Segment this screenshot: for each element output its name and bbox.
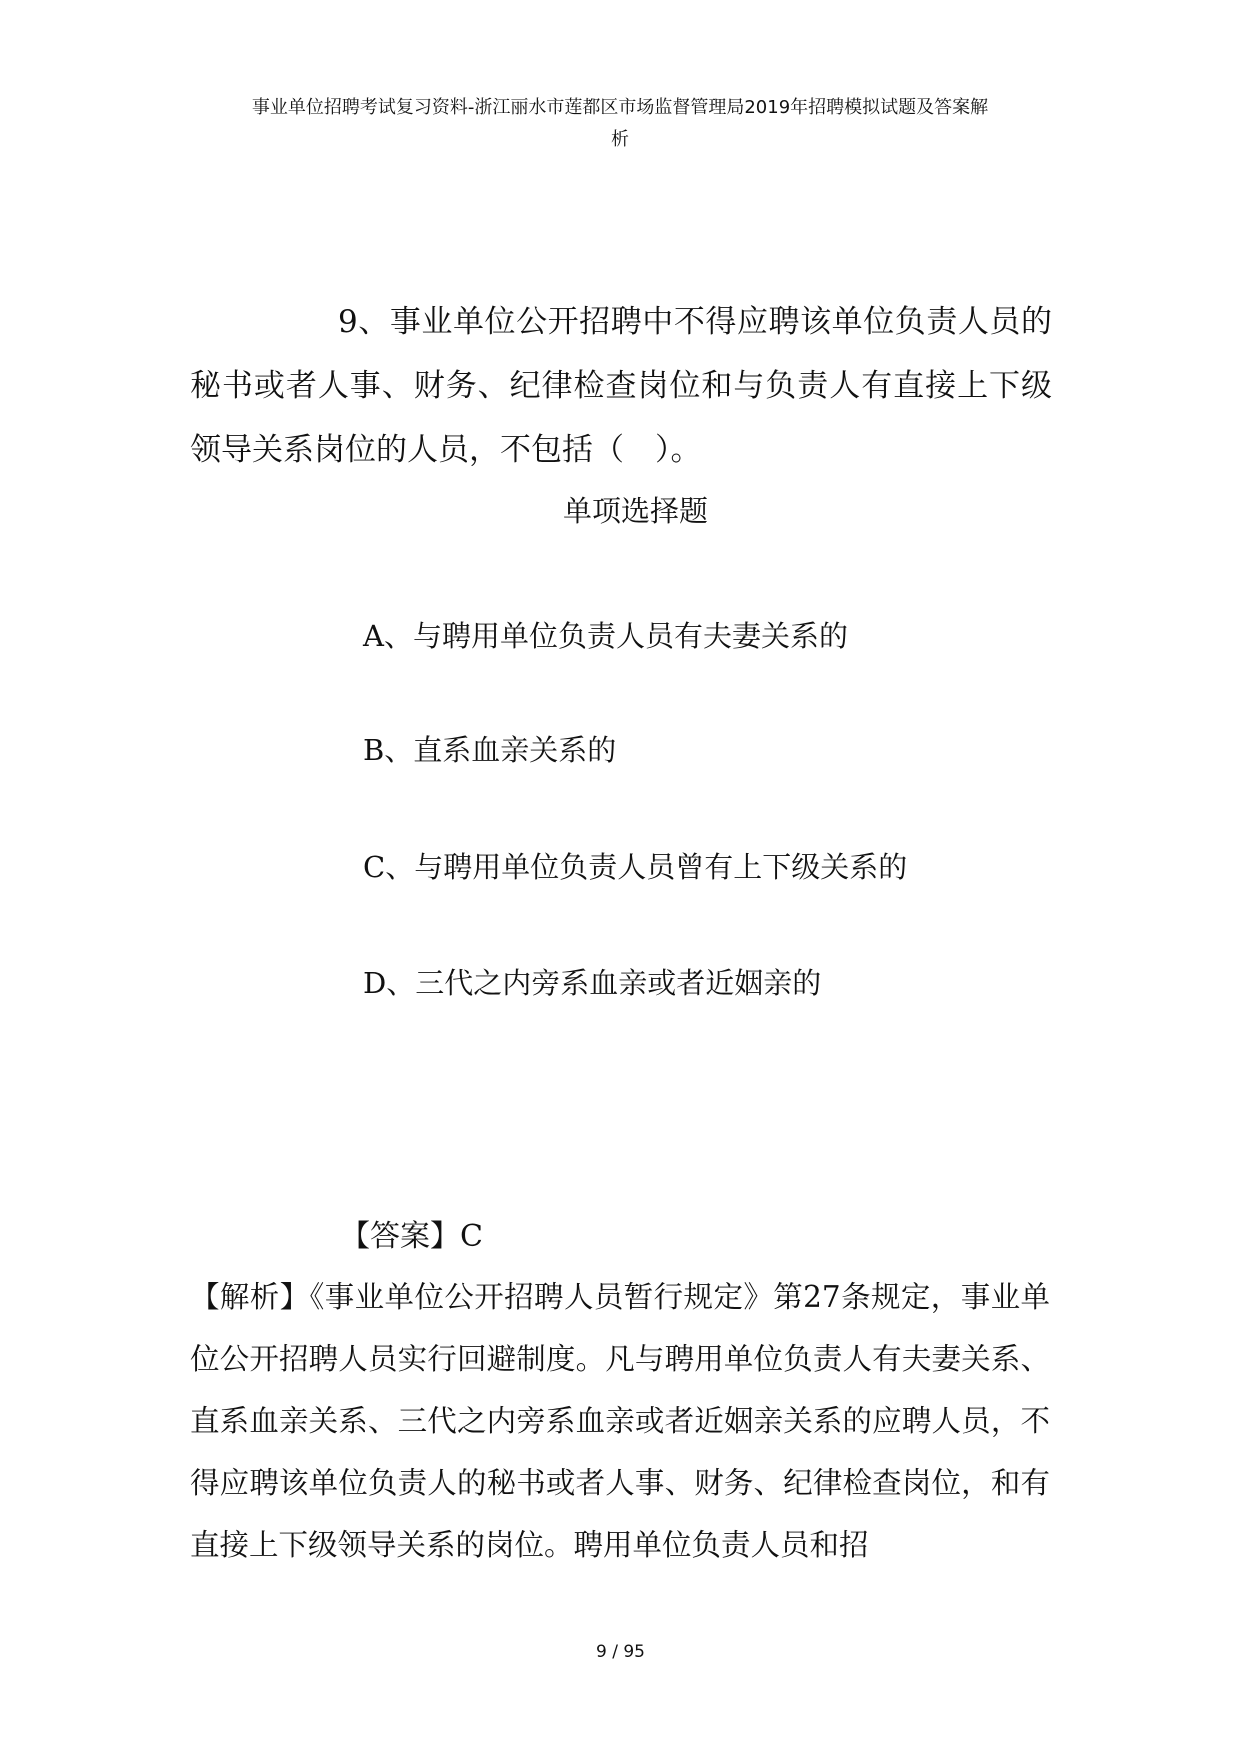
option-d: D、三代之内旁系血亲或者近姻亲的 <box>363 966 822 1000</box>
question-type-label <box>0 491 1241 531</box>
header-title-line1: 事业单位招聘考试复习资料-浙江丽水市莲都区市场监督管理局2019年招聘模拟试题及答案解 <box>251 97 989 118</box>
option-a: A、与聘用单位负责人员有夫妻关系的 <box>363 619 848 653</box>
header-title-line2: 析 <box>611 129 629 150</box>
page-number: 9 / 95 <box>596 1642 645 1662</box>
answer-line: 【答案】C <box>340 1219 483 1254</box>
option-c: C、与聘用单位负责人员曾有上下级关系的 <box>363 850 908 884</box>
question-text: 9、事业单位公开招聘中不得应聘该单位负责人员的秘书或者人事、财务、纪律检查岗位和与负责人有直接上下级领导关系岗位的人员，不包括（ ）。 <box>190 304 1052 468</box>
question-stem <box>190 290 1052 482</box>
page-header <box>190 92 1050 156</box>
question-type-text: 单项选择题 <box>562 494 708 528</box>
analysis-paragraph: 【解析】《事业单位公开招聘人员暂行规定》第27条规定，事业单位公开招聘人员实行回避制度。凡与聘用单位负责人有夫妻关系、直系血亲关系、三代之内旁系血亲或者近姻亲关系的应聘人员，不得应聘该单位负责人的秘书或者人事、财务、纪律检查岗位，和有直接上下级领导关系的岗位。聘用单位负责人员和招 <box>190 1280 1050 1562</box>
option-b: B、直系血亲关系的 <box>363 733 617 767</box>
